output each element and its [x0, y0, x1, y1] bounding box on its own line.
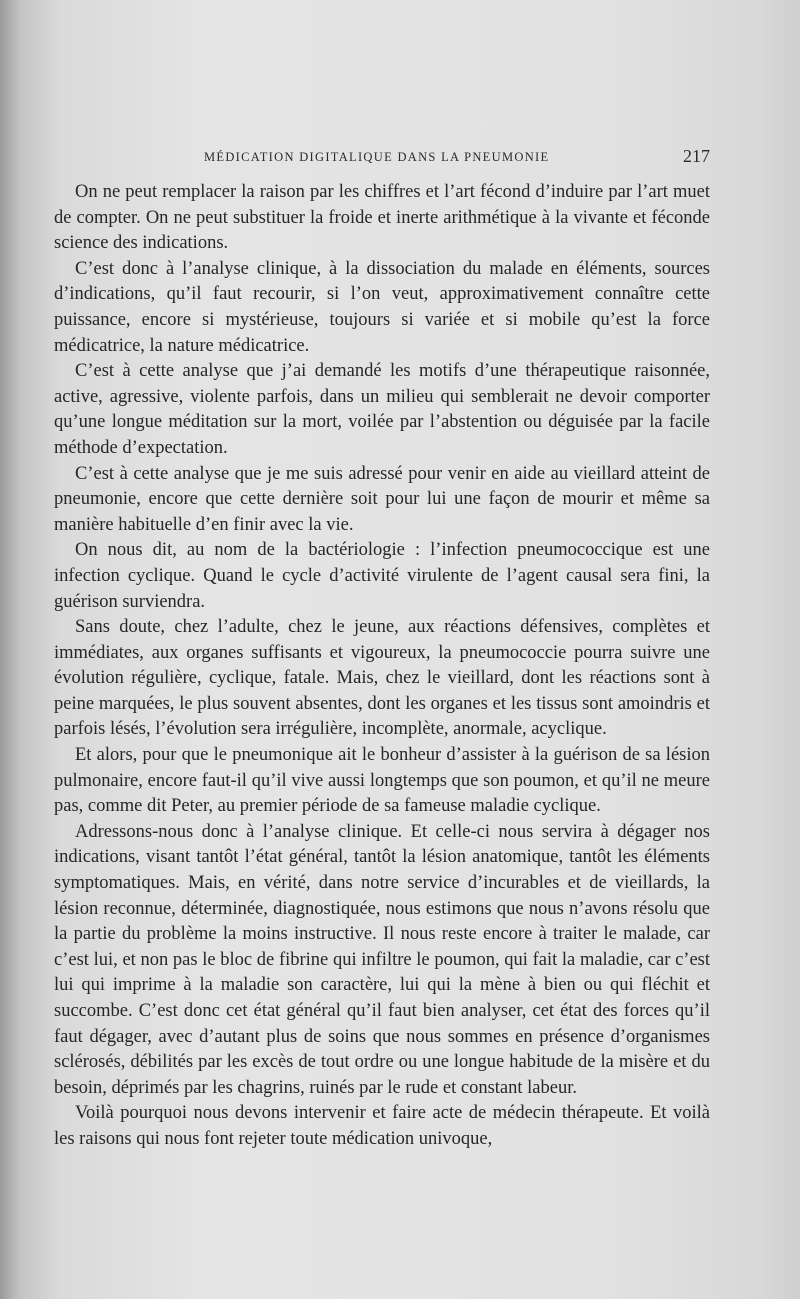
- paragraph-9: Voilà pourquoi nous devons intervenir et faire acte de médecin thérapeute. Et voilà les raisons qui nous font rejeter toute médication univoque,: [54, 1103, 710, 1149]
- running-title: MÉDICATION DIGITALIQUE DANS LA PNEUMONIE: [204, 150, 550, 164]
- page-number: 217: [683, 146, 710, 166]
- paragraph-6: Sans doute, chez l’adulte, chez le jeune, aux réactions défensives, complètes et immédiates, aux organes suffisants et vigoureux, la pneumococcie pourra suivre une évolution régulière, cyclique, fatale. Mais, chez le vieillard, dont les réactions sont à peine marquées, le plus souvent absentes, dont les organes et les tissus sont amoindris et parfois lésés, l’évolution sera irrégulière, incomplète, anormale, acyclique.: [54, 617, 710, 740]
- paragraph-7: Et alors, pour que le pneumonique ait le bonheur d’assister à la guérison de sa lésion pulmonaire, encore faut-il qu’il vive aussi longtemps que son poumon, et qu’il ne meure pas, comme dit Peter, au premier période de sa fameuse maladie cyclique.: [54, 745, 710, 817]
- running-head: [54, 146, 710, 170]
- body-text: [54, 180, 710, 1153]
- paragraph-5: On nous dit, au nom de la bactériologie : l’infection pneumococcique est une infection cyclique. Quand le cycle d’activité virulente de l’agent causal sera fini, la guérison surviendra.: [54, 540, 710, 612]
- paragraph-4: C’est à cette analyse que je me suis adressé pour venir en aide au vieillard atteint de pneumonie, encore que cette dernière soit pour lui une façon de mourir et même sa manière habituelle d’en finir avec la vie.: [54, 463, 710, 535]
- paragraph-3: C’est à cette analyse que j’ai demandé les motifs d’une thérapeutique raisonnée, active, agressive, violente parfois, dans un milieu qui semblerait ne devoir comporter qu’une longue méditation sur la mort, voilée par l’abstention ou déguisée par la facile méthode d’expectation.: [54, 361, 710, 458]
- paragraph-1: On ne peut remplacer la raison par les chiffres et l’art fécond d’induire par l’art muet de compter. On ne peut substituer la froide et inerte arithmétique à la vivante et féconde science des indications.: [54, 182, 710, 254]
- paragraph-8: Adressons-nous donc à l’analyse clinique. Et celle-ci nous servira à dégager nos indications, visant tantôt l’état général, tantôt la lésion anatomique, tantôt les éléments symptomatiques. Mais, en vérité, dans notre service d’incurables et de vieillards, la lésion reconnue, déterminée, diagnostiquée, nous estimons que nous n’avons résolu que la partie du problème la moins instructive. Il nous reste encore à traiter le malade, car c’est lui, et non pas le bloc de fibrine qui infiltre le poumon, qui fait la maladie, car c’est lui qui imprime à la maladie son caractère, lui qui la mène à bien ou qui fléchit et succombe. C’est donc cet état général qu’il faut bien analyser, cet état des forces qu’il faut dégager, avec d’autant plus de soins que nous sommes en présence d’organismes sclérosés, débilités par les excès de tout ordre ou une longue habitude de la misère et du besoin, déprimés par les chagrins, ruinés par le rude et constant labeur.: [54, 821, 710, 1098]
- paragraph-2: C’est donc à l’analyse clinique, à la dissociation du malade en éléments, sources d’indications, qu’il faut recourir, si l’on veut, approximativement connaître cette puissance, encore si mystérieuse, toujours si variée et si mobile qu’est la force médicatrice, la nature médicatrice.: [54, 258, 710, 356]
